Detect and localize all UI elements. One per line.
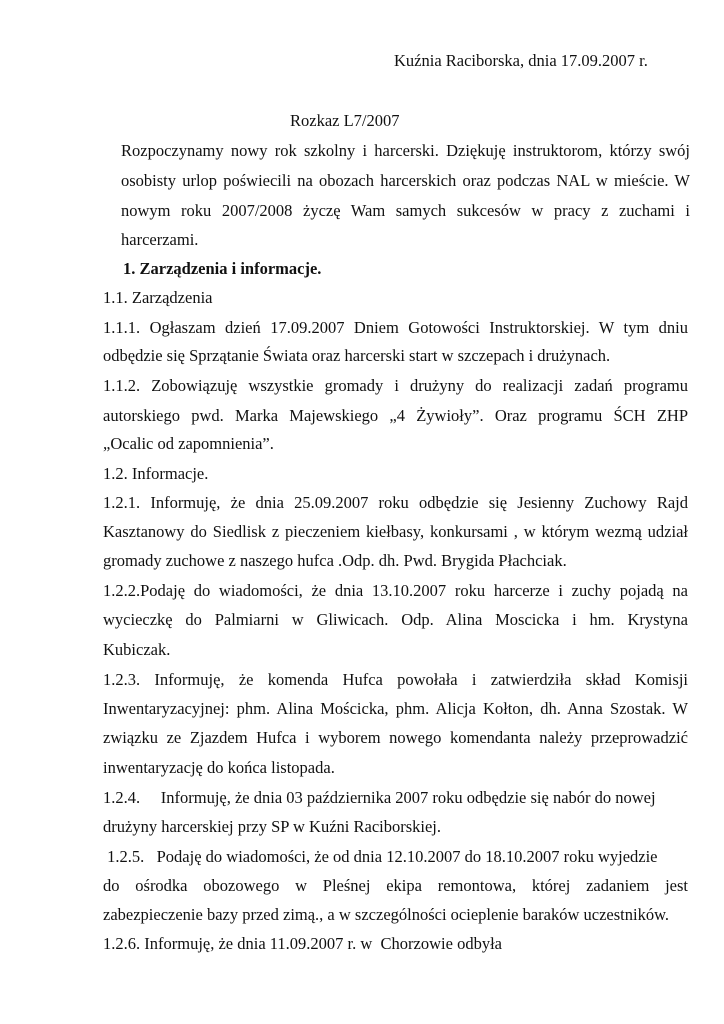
body-line: do ośrodka obozowego w Pleśnej ekipa remontowa, której zadaniem jest [103, 876, 688, 895]
place-date: Kuźnia Raciborska, dnia 17.09.2007 r. [394, 51, 648, 70]
section-heading: 1. Zarządzenia i informacje. [123, 259, 322, 278]
body-line: 1.2.2.Podaję do wiadomości, że dnia 13.10.2007 roku harcerze i zuchy pojadą na [103, 581, 688, 600]
body-line: 1.1.1. Ogłaszam dzień 17.09.2007 Dniem Gotowości Instruktorskiej. W tym dniu [103, 318, 688, 337]
body-line: Kubiczak. [103, 640, 171, 659]
body-line: 1.2.5. Podaję do wiadomości, że od dnia 12.10.2007 do 18.10.2007 roku wyjedzie [103, 847, 658, 866]
intro-line: harcerzami. [121, 230, 199, 249]
body-line: Inwentaryzacyjnej: phm. Alina Mościcka, phm. Alicja Kołton, dh. Anna Szostak. W [103, 699, 688, 718]
body-line: odbędzie się Sprzątanie Świata oraz harcerski start w szczepach i drużynach. [103, 346, 611, 365]
body-line: „Ocalic od zapomnienia”. [103, 434, 274, 453]
body-line: autorskiego pwd. Marka Majewskiego „4 Żywioły”. Oraz programu ŚCH ZHP [103, 406, 688, 425]
intro-line: nowym roku 2007/2008 życzę Wam samych sukcesów w pracy z zuchami i [121, 201, 690, 220]
body-line: 1.2.1. Informuję, że dnia 25.09.2007 roku odbędzie się Jesienny Zuchowy Rajd [103, 493, 688, 512]
body-line: 1.2.4. Informuję, że dnia 03 października 2007 roku odbędzie się nabór do nowej [103, 788, 656, 807]
body-line: 1.2.3. Informuję, że komenda Hufca powołała i zatwierdziła skład Komisji [103, 670, 688, 689]
body-line: zabezpieczenie bazy przed zimą., a w szczególności ocieplenie baraków uczestników. [103, 905, 670, 924]
document-title: Rozkaz L7/2007 [290, 111, 400, 130]
body-line: gromady zuchowe z naszego hufca .Odp. dh. Pwd. Brygida Płachciak. [103, 551, 567, 570]
body-line: 1.2.6. Informuję, że dnia 11.09.2007 r. w Chorzowie odbyła [103, 934, 502, 953]
body-line: inwentaryzację do końca listopada. [103, 758, 335, 777]
body-line: związku ze Zjazdem Hufca i wyborem nowego komendanta należy przeprowadzić [103, 728, 688, 747]
body-line: 1.1.2. Zobowiązuję wszystkie gromady i drużyny do realizacji zadań programu [103, 376, 688, 395]
body-line: 1.1. Zarządzenia [103, 288, 213, 307]
body-line: 1.2. Informacje. [103, 464, 209, 483]
intro-line: osobisty urlop poświecili na obozach harcerskich oraz podczas NAL w mieście. W [121, 171, 690, 190]
body-line: wycieczkę do Palmiarni w Gliwicach. Odp. Alina Moscicka i hm. Krystyna [103, 610, 688, 629]
body-line: drużyny harcerskiej przy SP w Kuźni Raciborskiej. [103, 817, 442, 836]
body-line: Kasztanowy do Siedlisk z pieczeniem kiełbasy, konkursami , w którym wezmą udział [103, 522, 688, 541]
intro-line: Rozpoczynamy nowy rok szkolny i harcerski. Dziękuję instruktorom, którzy swój [121, 141, 690, 160]
